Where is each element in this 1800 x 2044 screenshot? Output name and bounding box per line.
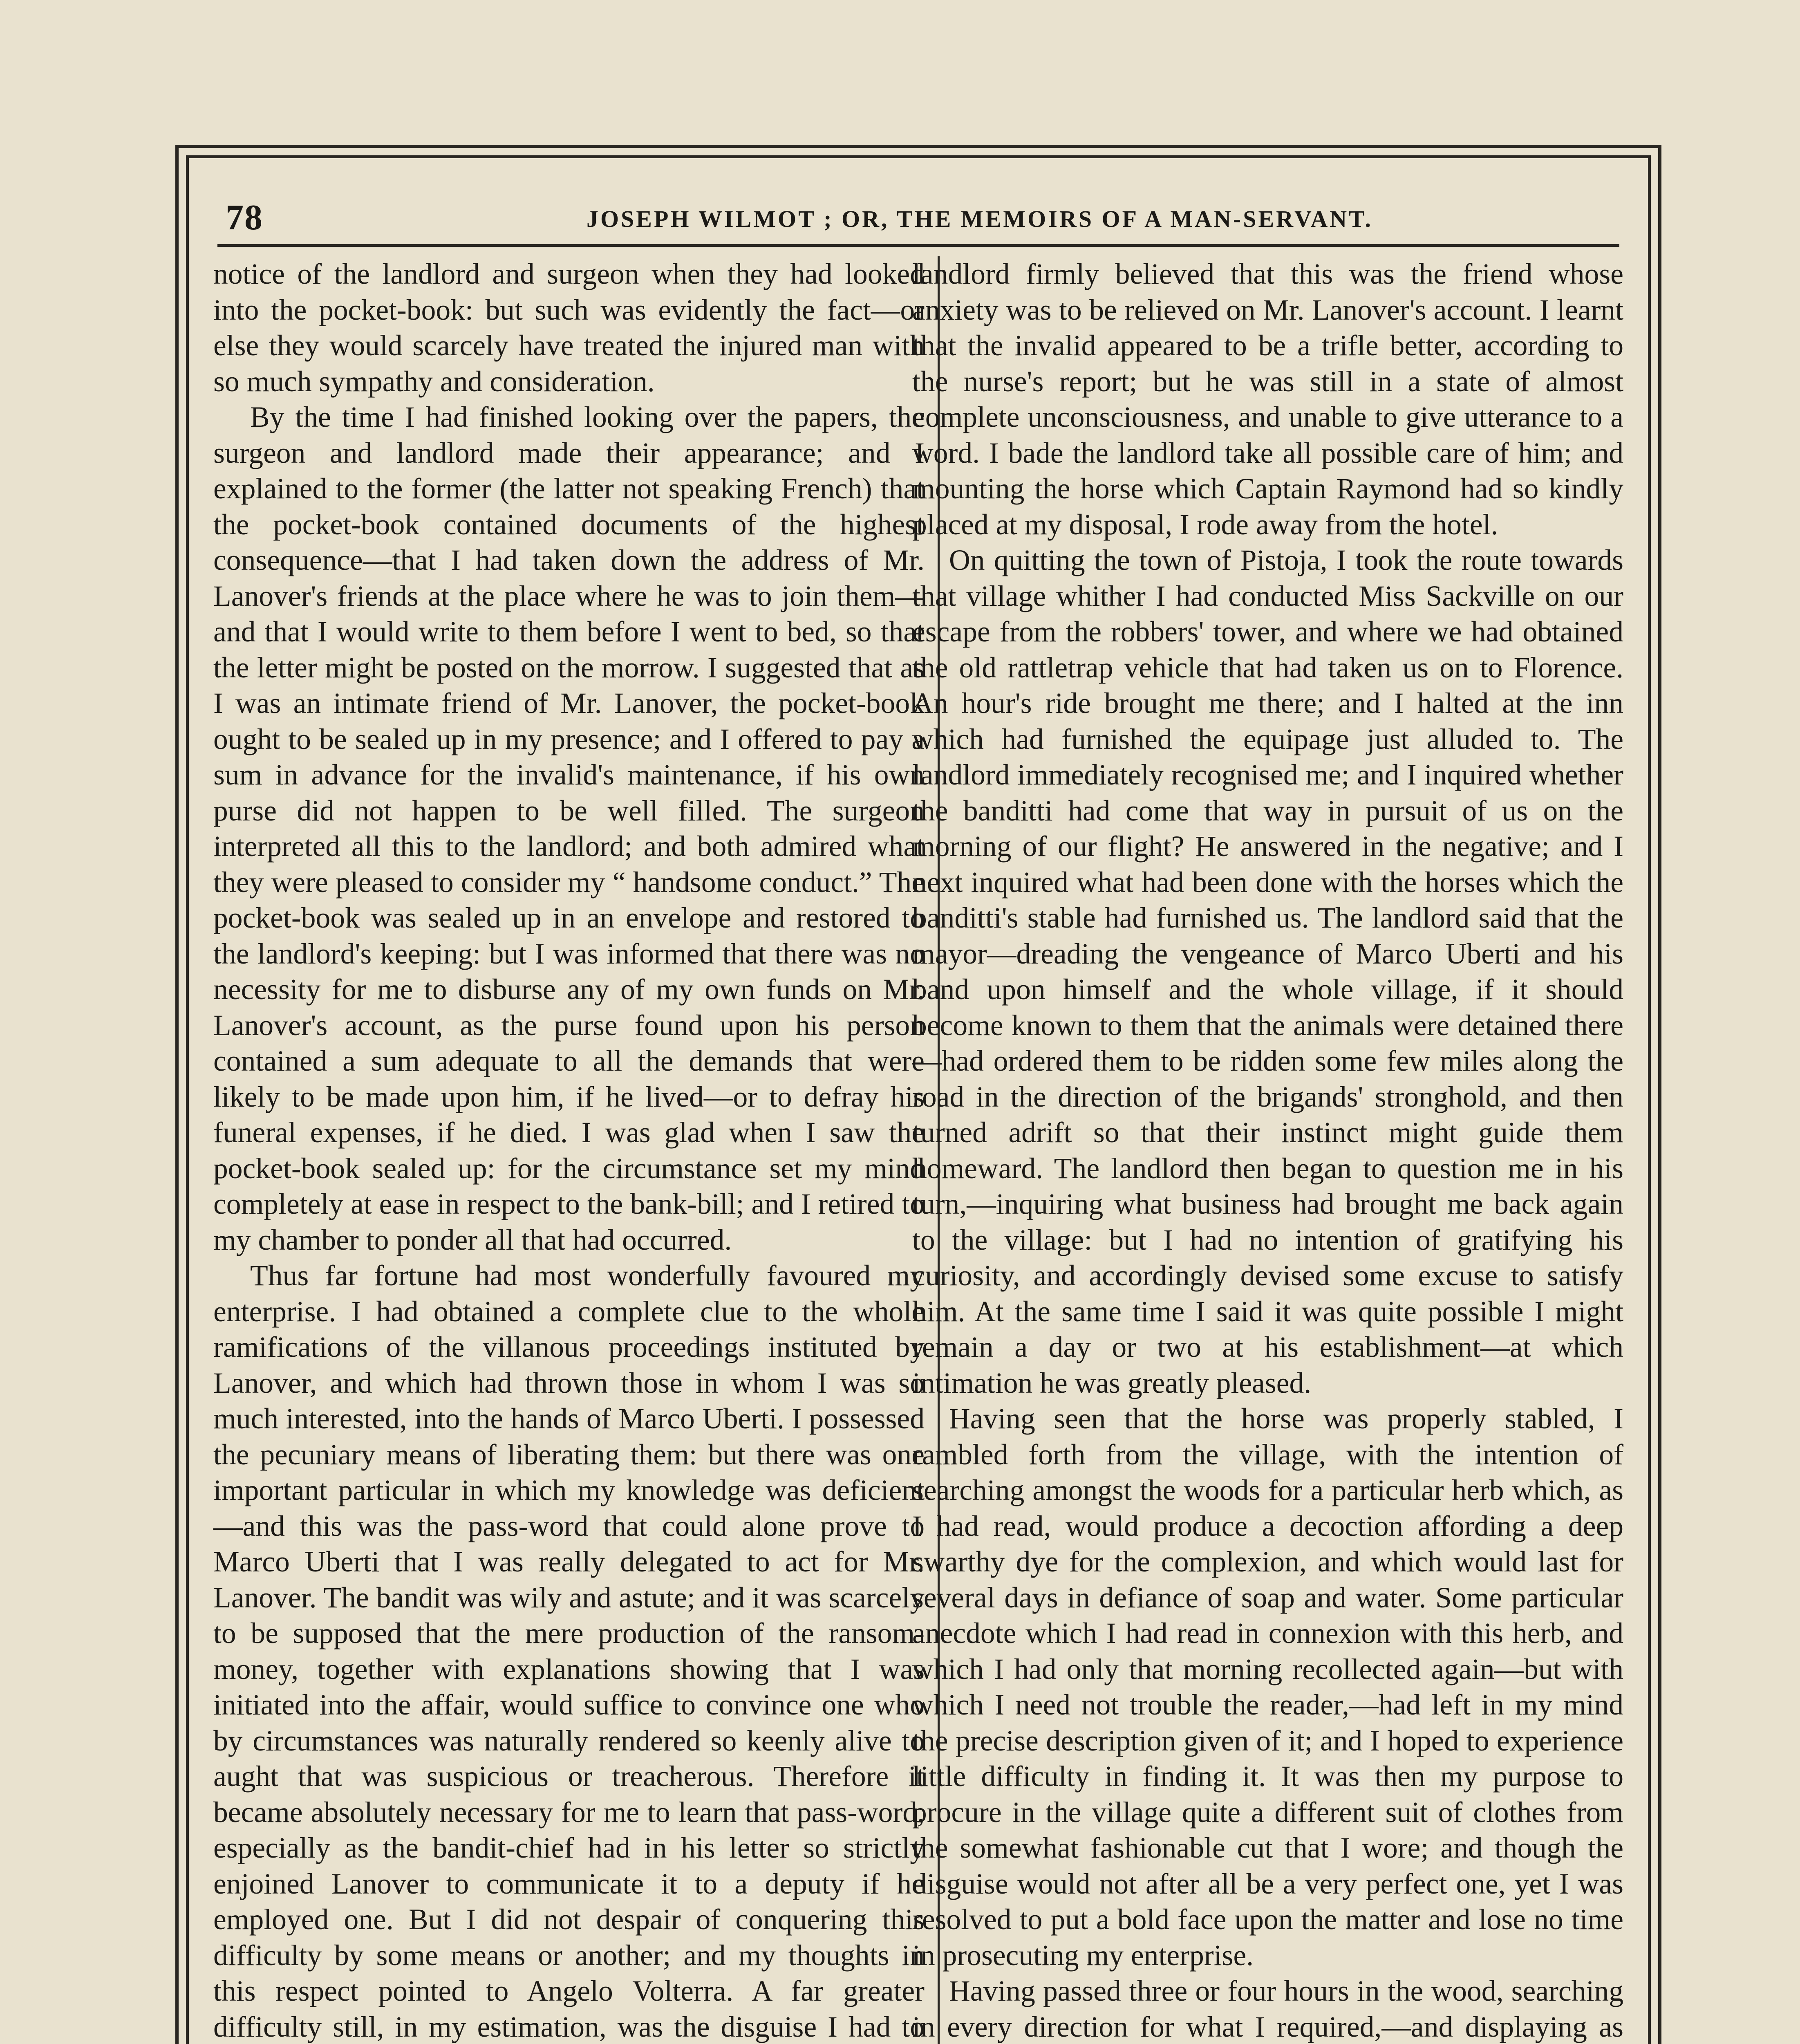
paragraph: Thus far fortune had most wonderfully favoured my enterprise. I had obtained a complete clue to the whole ramifications of the villanous proceedings instituted by Lanover, and which had thrown those in whom I was so much interested, into the hands of Marco Uberti. I possessed the pecuniary means of liberating them: but there was one important particular in which my knowledge was deficient—and this was the pass-word that could alone prove to Marco Uberti that I was really delegated to act for Mr. Lanover. The bandit was wily and astute; and it was scarcely to be supposed that the mere production of the ransom-money, together with explanations showing that I was initiated into the affair, would suffice to convince one who by circumstances was naturally rendered so keenly alive to aught that was suspicious or treacherous. Therefore it became absolutely necessary for me to learn that pass-word, especially as the bandit-chief had in his letter so strictly enjoined Lanover to communicate it to a deputy if he employed one. But I did not despair of conquering this difficulty by some means or another; and my thoughts in this respect pointed to Angelo Volterra. A far greater difficulty still, in my estimation, was the disguise I had to (213, 1260, 925, 2043)
paragraph: On quitting the town of Pistoja, I took the route towards that village whither I had conducted Miss Sackville on our escape from the robbers' tower, and where we had obtained the old rattletrap vehicle that had taken us on to Florence. An hour's ride brought me there; and I halted at the inn which had furnished the equipage just alluded to. The landlord immediately recognised me; and I inquired whether the banditti had come that way in pursuit of us on the morning of our flight? He answered in the negative; and I next inquired what had been done with the horses which the banditti's stable had furnished us. The landlord said that the mayor—dreading the vengeance of Marco Uberti and his band upon himself and the whole village, if it should become known to them that the animals were detained there—had ordered them to be ridden some few miles along the road in the direction of the brigands' stronghold, and then turned adrift so that their instinct might guide them homeward. The landlord then began to question me in his turn,—inquiring what business had brought me back again to the village: but I had no intention of gratifying his curiosity, and accordingly devised some excuse to satisfy him. At the same time I said it was quite possible I might remain a day or two at his establishment—at which intimation he was greatly pleased. (912, 544, 1623, 1399)
page-number: 78 (226, 198, 263, 238)
right-column (912, 256, 1623, 2044)
paragraph: notice of the landlord and surgeon when they had looked into the pocket-book: but such was evidently the fact—or else they would scarcely have treated the injured man with so much sympathy and consideration. (213, 258, 925, 398)
paragraph: Having seen that the horse was properly stabled, I rambled forth from the village, with the intention of searching amongst the woods for a particular herb which, as I had read, would produce a decoction affording a deep swarthy dye for the complexion, and which would last for several days in defiance of soap and water. Some particular anecdote which I had read in connexion with this herb, and which I had only that morning recollected again—but with which I need not trouble the reader,—had left in my mind the precise description given of it; and I hoped to experience little difficulty in finding it. It was then my purpose to procure in the village quite a different suit of clothes from the somewhat fashionable cut that I wore; and though the disguise would not after all be a very perfect one, yet I was resolved to put a bold face upon the matter and lose no time in prosecuting my enterprise. (912, 1403, 1623, 1972)
page-header (217, 183, 1619, 247)
left-column (213, 256, 925, 2044)
text-columns (213, 256, 1623, 2044)
paragraph: Having passed three or four hours in the wood, searching in every direction for what I required,—and displaying as (912, 1975, 1623, 2043)
page-frame (186, 155, 1651, 2044)
running-title: JOSEPH WILMOT ; OR, THE MEMOIRS OF A MAN-SERVANT. (586, 206, 1373, 232)
paragraph: landlord firmly believed that this was the friend whose anxiety was to be relieved on Mr. Lanover's account. I learnt that the invalid appeared to be a trifle better, according to the nurse's report; but he was still in a state of almost complete unconsciousness, and unable to give utterance to a word. I bade the landlord take all possible care of him; and mounting the horse which Captain Raymond had so kindly placed at my disposal, I rode away from the hotel. (912, 258, 1623, 541)
paragraph: By the time I had finished looking over the papers, the surgeon and landlord made their appearance; and I explained to the former (the latter not speaking French) that the pocket-book contained documents of the highest consequence—that I had taken down the address of Mr. Lanover's friends at the place where he was to join them—and that I would write to them before I went to bed, so that the letter might be posted on the morrow. I suggested that as I was an intimate friend of Mr. Lanover, the pocket-book ought to be sealed up in my presence; and I offered to pay a sum in advance for the invalid's maintenance, if his own purse did not happen to be well filled. The surgeon interpreted all this to the landlord; and both admired what they were pleased to consider my “ handsome conduct.” The pocket-book was sealed up in an envelope and restored to the landlord's keeping: but I was informed that there was no necessity for me to disburse any of my own funds on Mr. Lanover's account, as the purse found upon his person contained a sum adequate to all the demands that were likely to be made upon him, if he lived—or to defray his funeral expenses, if he died. I was glad when I saw the pocket-book sealed up: for the circumstance set my mind completely at ease in respect to the bank-bill; and I retired to my chamber to ponder all that had occurred. (213, 401, 925, 1256)
